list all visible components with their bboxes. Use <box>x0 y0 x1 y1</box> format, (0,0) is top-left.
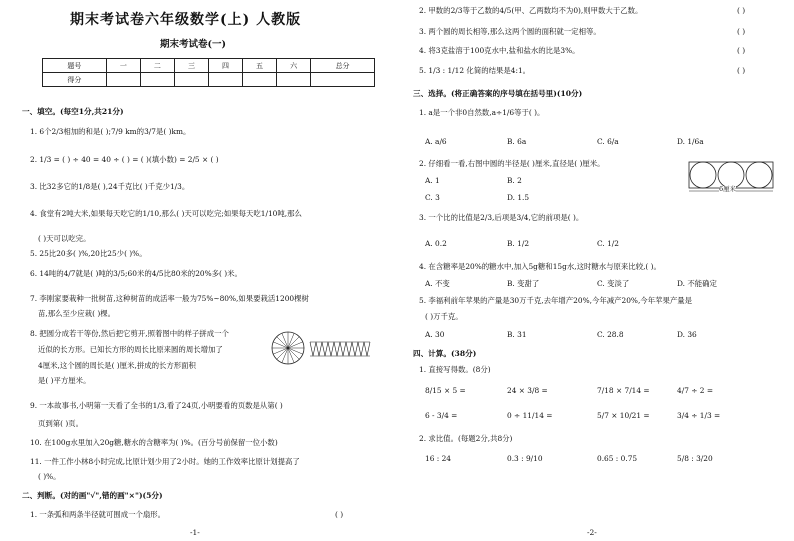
judge-line: 4. 将3克盐溶于100克水中,盐和盐水的比是3%。 <box>419 46 580 55</box>
choice-option[interactable]: B. 变甜了 <box>507 279 540 288</box>
table-cell: 四 <box>208 59 242 73</box>
choice-option[interactable]: D. 1/6a <box>677 137 704 146</box>
exam-subtitle: 期末考试卷(一) <box>160 39 226 50</box>
question-line: ( )天可以吃完。 <box>38 234 91 243</box>
calc-item: 6 - 3/4 = <box>425 411 458 420</box>
exam-title: 期末考试卷六年级数学(上) 人教版 <box>70 12 302 28</box>
choice-question-tail: ( )万千克。 <box>425 312 463 321</box>
answer-paren[interactable]: ( ) <box>335 510 344 519</box>
table-cell: 总分 <box>311 59 375 73</box>
question-line: 4厘米,这个圆的周长是( )厘米,拼成的长方形面积 <box>38 361 196 370</box>
answer-paren[interactable]: ( ) <box>737 6 746 15</box>
judge-line: 2. 甲数的2/3等于乙数的4/5(甲、乙两数均不为0),则甲数大于乙数。 <box>419 6 643 15</box>
table-cell: 五 <box>243 59 277 73</box>
choice-option[interactable]: C. 3 <box>425 193 440 202</box>
choice-option[interactable]: A. a/6 <box>425 137 447 146</box>
answer-paren[interactable]: ( ) <box>737 27 746 36</box>
score-input-cell[interactable] <box>243 73 277 87</box>
choice-option[interactable]: A. 不变 <box>425 279 450 288</box>
choice-question: 4. 在含糖率是20%的糖水中,加入5g糖和15g水,这时糖水与原来比较,( )。 <box>419 262 661 271</box>
page-right <box>397 0 794 541</box>
calc-item: 24 × 3/8 = <box>507 386 548 395</box>
table-cell: 三 <box>174 59 208 73</box>
choice-question: 1. a是一个非0自然数,a÷1/6等于( )。 <box>419 108 545 117</box>
choice-option[interactable]: B. 6a <box>507 137 527 146</box>
page-number: -1- <box>190 528 200 537</box>
choice-option[interactable]: C. 6/a <box>597 137 619 146</box>
choice-option[interactable]: D. 36 <box>677 330 697 339</box>
choice-option[interactable]: D. 1.5 <box>507 193 530 202</box>
question-line: 6. 14吨的4/7就是( )吨的3/5;60米的4/5比80米的20%多( )米。 <box>30 269 242 278</box>
table-cell: 六 <box>277 59 311 73</box>
question-line: 2. 1/3 = ( ) ÷ 40 = 40 ÷ ( ) = ( )(填小数) = 2/5 × ( ) <box>30 155 219 164</box>
section-heading-judge: 二、判断。(对的画"√",错的画"×")(5分) <box>22 491 163 500</box>
calc-subheading: 1. 直接写得数。(8分) <box>419 365 491 374</box>
calc-item: 5/7 × 10/21 = <box>597 411 650 420</box>
choice-option[interactable]: C. 变淡了 <box>597 279 630 288</box>
choice-option[interactable]: C. 28.8 <box>597 330 624 339</box>
calc-subheading: 2. 求比值。(每题2分,共8分) <box>419 434 513 443</box>
choice-option[interactable]: A. 0.2 <box>425 239 447 248</box>
choice-option[interactable]: D. 不能确定 <box>677 279 717 288</box>
table-cell: 二 <box>140 59 174 73</box>
choice-option[interactable]: B. 2 <box>507 176 522 185</box>
score-input-cell[interactable] <box>106 73 140 87</box>
question-line: 5. 25比20多( )%,20比25少( )%。 <box>30 249 147 258</box>
score-table-header-row <box>43 59 375 73</box>
judge-line: 5. 1/3 : 1/12 化简的结果是4:1。 <box>419 66 531 75</box>
table-cell: 得分 <box>43 73 107 87</box>
page-number: -2- <box>587 528 597 537</box>
question-line: 10. 在100g水里加入20g糖,糖水的含糖率为( )%。(百分号前保留一位小数) <box>30 438 278 447</box>
calc-item: 0 ÷ 11/14 = <box>507 411 553 420</box>
question-line: 8. 把圆分成若干等份,然后把它剪开,照着图中的样子拼成一个 <box>30 329 229 338</box>
question-line: ( )%。 <box>38 472 61 481</box>
question-line: 9. 一本故事书,小明第一天看了全书的1/3,看了24页,小明要看的页数是从第( ) <box>30 401 283 410</box>
choice-option[interactable]: C. 1/2 <box>597 239 619 248</box>
question-line: 11. 一件工作小林8小时完成,比原计划少用了2小时。她的工作效率比原计划提高了 <box>30 457 300 466</box>
question-line: 苗,那么至少应栽( )棵。 <box>38 309 115 318</box>
answer-paren[interactable]: ( ) <box>737 66 746 75</box>
choice-option[interactable]: B. 31 <box>507 330 527 339</box>
question-line: 1. 一条弧和两条半径就可围成一个扇形。 <box>30 510 166 519</box>
question-line: 1. 6个2/3相加的和是( );7/9 km的3/7是( )km。 <box>30 127 191 136</box>
judge-line: 3. 两个圆的周长相等,那么这两个圆的面积就一定相等。 <box>419 27 601 36</box>
question-line: 页到第( )页。 <box>38 419 84 428</box>
ratio-item: 5/8 : 3/20 <box>677 454 713 463</box>
score-input-cell[interactable] <box>174 73 208 87</box>
question-line: 3. 比32多它的1/8是( ),24千克比( )千克少1/3。 <box>30 182 190 191</box>
score-table <box>42 58 375 87</box>
ratio-item: 0.65 : 0.75 <box>597 454 638 463</box>
answer-paren[interactable]: ( ) <box>737 46 746 55</box>
score-input-cell[interactable] <box>140 73 174 87</box>
calc-item: 3/4 ÷ 1/3 = <box>677 411 721 420</box>
question-line: 是( )平方厘米。 <box>38 376 91 385</box>
question-line: 近似的长方形。已知长方形的周长比原来圆的周长增加了 <box>38 345 223 354</box>
score-input-cell[interactable] <box>311 73 375 87</box>
table-cell: 一 <box>106 59 140 73</box>
choice-question: 3. 一个比的比值是2/3,后项是3/4,它的前项是( )。 <box>419 213 584 222</box>
table-cell: 题号 <box>43 59 107 73</box>
calc-item: 8/15 × 5 = <box>425 386 466 395</box>
score-input-cell[interactable] <box>277 73 311 87</box>
calc-item: 4/7 ÷ 2 = <box>677 386 714 395</box>
circle-sectors-figure <box>270 330 380 366</box>
ratio-item: 0.3 : 9/10 <box>507 454 543 463</box>
section-heading-choice: 三、选择。(将正确答案的序号填在括号里)(10分) <box>413 89 583 98</box>
score-table-score-row <box>43 73 375 87</box>
choice-option[interactable]: A. 1 <box>425 176 440 185</box>
choice-option[interactable]: B. 1/2 <box>507 239 530 248</box>
figure-label: 6厘米 <box>719 185 737 193</box>
ratio-item: 16 : 24 <box>425 454 451 463</box>
choice-question: 5. 李福利前年苹果的产量是30万千克,去年增产20%,今年减产20%,今年苹果产量是 <box>419 296 693 305</box>
score-input-cell[interactable] <box>208 73 242 87</box>
choice-option[interactable]: A. 30 <box>425 330 445 339</box>
choice-question: 2. 仔细看一看,右图中圆的半径是( )厘米,直径是( )厘米。 <box>419 159 605 168</box>
section-heading-calc: 四、计算。(38分) <box>413 349 477 358</box>
section-heading-fill: 一、填空。(每空1分,共21分) <box>22 107 124 116</box>
question-line: 4. 食堂有2吨大米,如果每天吃它的1/10,那么( )天可以吃完;如果每天吃1/10吨,那么 <box>30 209 302 218</box>
question-line: 7. 李刚家要栽种一批树苗,这种树苗的成活率一般为75%~80%,如果要栽活1200棵树 <box>30 294 309 303</box>
calc-item: 7/18 × 7/14 = <box>597 386 650 395</box>
